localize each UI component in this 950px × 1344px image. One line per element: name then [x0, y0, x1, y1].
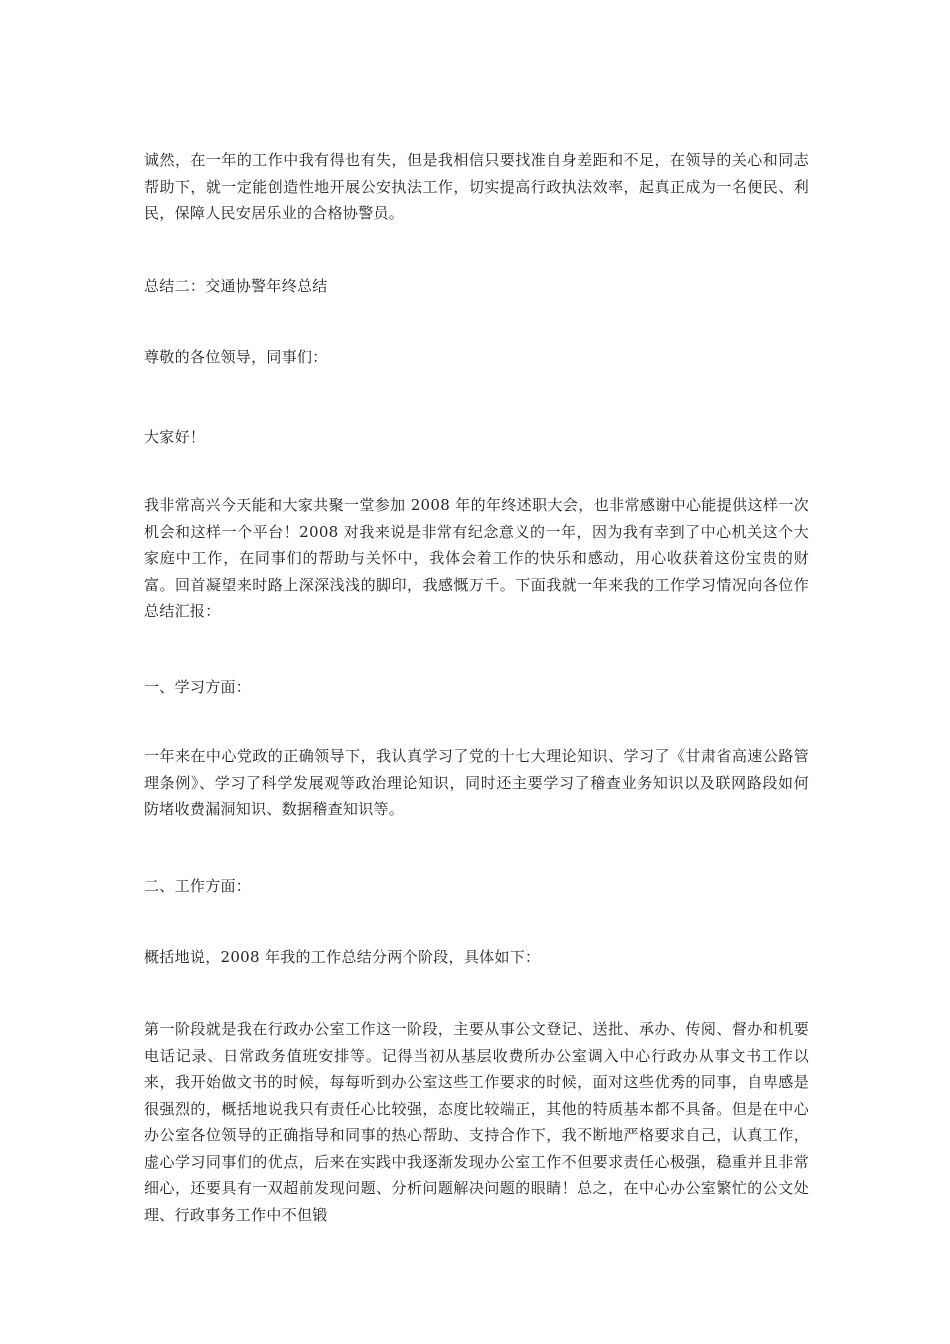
greeting: 大家好！: [144, 428, 206, 446]
section-title-summary-two: 总结二：交通协警年终总结: [144, 277, 328, 295]
heading-study: 一、学习方面：: [144, 678, 252, 696]
paragraph-stage-one: 第一阶段就是我在行政办公室工作这一阶段，主要从事公文登记、送批、承办、传阅、督办和机要电话记录、日常政务值班安排等。记得当初从基层收费所办公室调入中心行政办从事文书工作以来，我开始做文书的时候，每每听到办公室这些工作要求的时候，面对这些优秀的同事，自卑感是很强烈的，概括地说我只有责任心比较强，态度比较端正，其他的特质基本都不具备。但是在中心办公室各位领导的正确指导和同事的热心帮助、支持合作下，我不断地严格要求自己，认真工作，虚心学习同事们的优点，后来在实践中我逐渐发现办公室工作不但要求责任心极强，稳重并且非常细心，还要具有一双超前发现问题、分析问题解决问题的眼睛！总之，在中心办公室繁忙的公文处理、行政事务工作中不但锻: [144, 1020, 809, 1224]
paragraph-work-overview: 概括地说，2008 年我的工作总结分两个阶段，具体如下：: [144, 948, 541, 966]
paragraph-conclusion: 诚然，在一年的工作中我有得也有失，但是我相信只要找准自身差距和不足，在领导的关心和同志帮助下，就一定能创造性地开展公安执法工作，切实提高行政执法效率，起真正成为一名便民、利民，保障人民安居乐业的合格协警员。: [144, 151, 809, 222]
heading-work: 二、工作方面：: [144, 877, 252, 895]
paragraph-intro: 我非常高兴今天能和大家共聚一堂参加 2008 年的年终述职大会，也非常感谢中心能提供这样一次机会和这样一个平台！2008 对我来说是非常有纪念意义的一年，因为我有幸到了中心机关这个大家庭中工作，在同事们的帮助与关怀中，我体会着工作的快乐和感动，用心收获着这份宝贵的财富。回首凝望来时路上深深浅浅的脚印，我感慨万千。下面我就一年来我的工作学习情况向各位作总结汇报：: [144, 496, 809, 620]
paragraph-study: 一年来在中心党政的正确领导下，我认真学习了党的十七大理论知识、学习了《甘肃省高速公路管理条例》、学习了科学发展观等政治理论知识，同时还主要学习了稽查业务知识以及联网路段如何防堵收费漏洞知识、数据稽查知识等。: [144, 747, 809, 818]
salutation: 尊敬的各位领导，同事们：: [144, 348, 328, 366]
